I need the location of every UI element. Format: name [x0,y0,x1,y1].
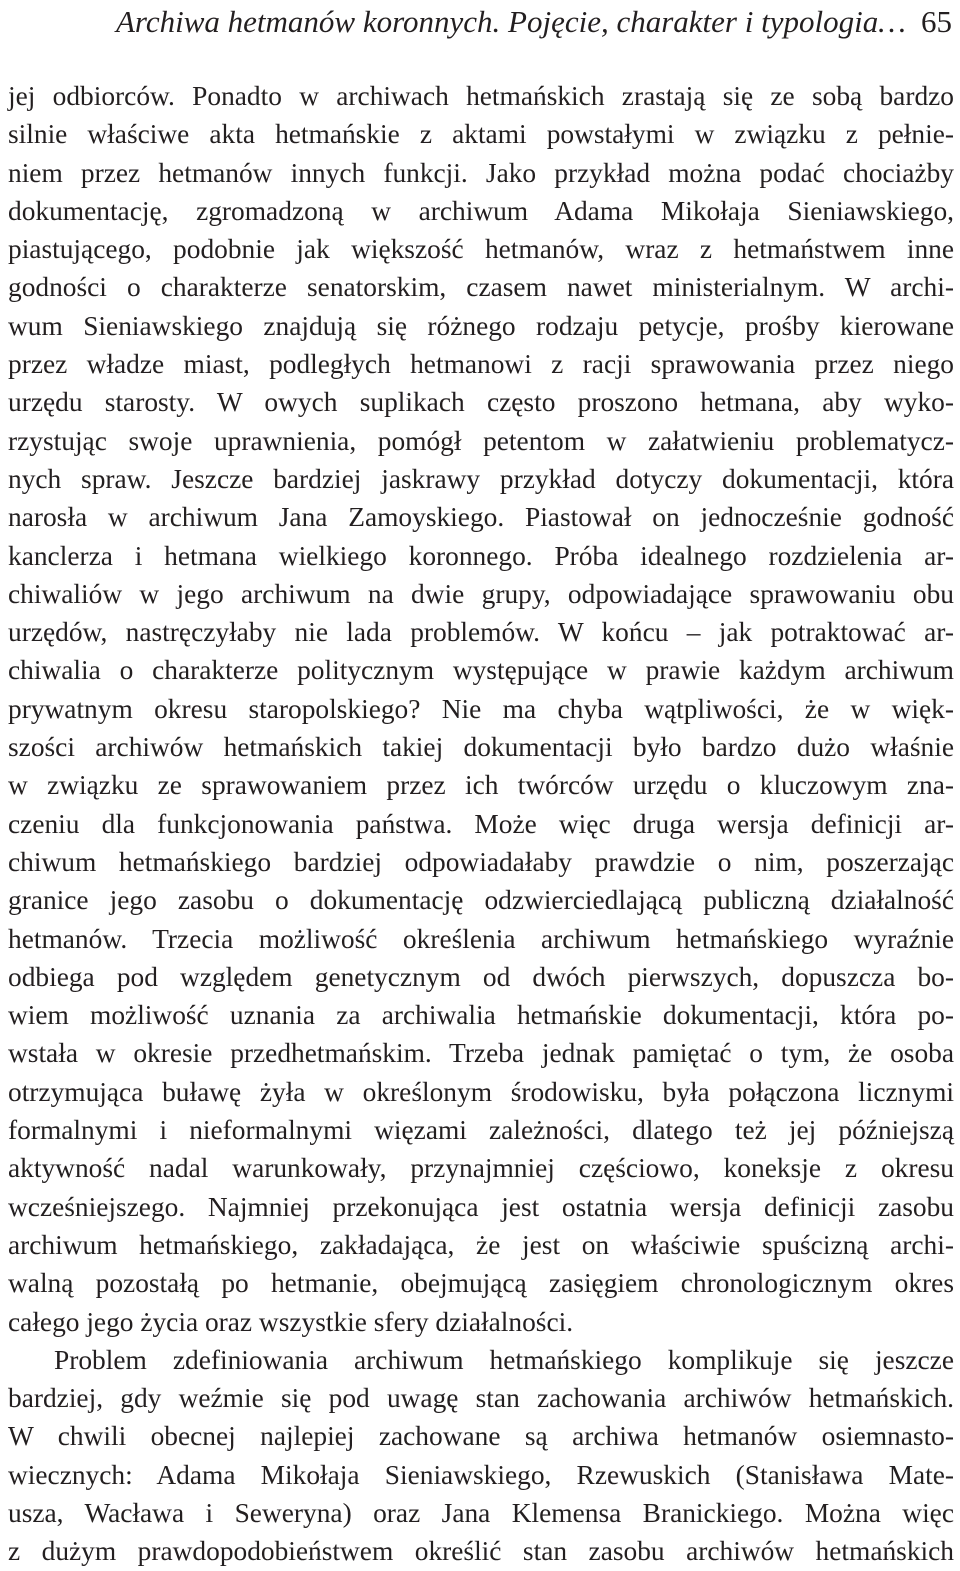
text-line: urzędów, nastręczyłaby nie lada problemów. W końcu – jak potraktować ar- [8,617,954,648]
running-header [0,0,960,44]
text-line: wiem możliwość uznania za archiwalia hetmańskie dokumentacji, która po- [8,1000,954,1031]
text-line: godności o charakterze senatorskim, czasem nawet ministerialnym. W archi- [8,272,954,303]
text-line: w związku ze sprawowaniem przez ich twórców urzędu o kluczowym zna- [8,770,954,801]
text-line: odbiega pod względem genetycznym od dwóch pierwszych, dopuszcza bo- [8,961,954,992]
paragraph-1 [8,77,954,1341]
text-line: wum Sieniawskiego znajdują się różnego rodzaju petycje, prośby kierowane [8,310,954,341]
text-line: jej odbiorców. Ponadto w archiwach hetmańskich zrastają się ze sobą bardzo [8,81,954,111]
text-line: archiwum hetmańskiego, zakładająca, że jest on właściwie spuścizną archi- [8,1229,954,1260]
text-line: prywatnym okresu staropolskiego? Nie ma chyba wątpliwości, że w więk- [8,693,954,724]
text-line: chiwaliów w jego archiwum na dwie grupy, odpowiadające sprawowaniu obu [8,578,954,609]
text-line: chiwalia o charakterze politycznym występujące w prawie każdym archiwum [8,655,954,686]
text-line: urzędu starosty. W owych suplikach często proszono hetmana, aby wyko- [8,387,954,418]
text-line: piastującego, podobnie jak większość hetmanów, wraz z hetmaństwem inne [8,234,954,265]
text-line: W chwili obecnej najlepiej zachowane są archiwa hetmanów osiemnasto- [8,1421,954,1452]
text-line: dokumentację, zgromadzoną w archiwum Adama Mikołaja Sieniawskiego, [8,195,954,226]
text-line: z dużym prawdopodobieństwem określić stan zasobu archiwów hetmańskich [8,1536,954,1567]
text-line: Problem zdefiniowania archiwum hetmańskiego komplikuje się jeszcze [54,1344,954,1375]
paragraph-2 [8,1341,954,1571]
text-line: otrzymująca buławę żyła w określonym środowisku, była połączona licznymi [8,1076,954,1107]
text-line: szości archiwów hetmańskich takiej dokumentacji było bardzo dużo właśnie [8,732,954,763]
text-line: silnie właściwe akta hetmańskie z aktami powstałymi w związku z pełnie- [8,119,954,150]
text-line: kanclerza i hetmana wielkiego koronnego. Próba idealnego rozdzielenia ar- [8,540,954,571]
body-text [8,77,954,1571]
text-line: narosła w archiwum Jana Zamoyskiego. Piastował on jednocześnie godność [8,502,954,533]
text-line: granice jego zasobu o dokumentację odzwierciedlającą publiczną działalność [8,885,954,916]
text-line: rzystując swoje uprawnienia, pomógł petentom w załatwieniu problematycz- [8,425,954,456]
text-line: hetmanów. Trzecia możliwość określenia archiwum hetmańskiego wyraźnie [8,923,954,954]
text-line: chiwum hetmańskiego bardziej odpowiadałaby prawdzie o nim, poszerzając [8,846,954,877]
text-line: bardziej, gdy weźmie się pod uwagę stan zachowania archiwów hetmańskich. [8,1383,954,1414]
text-line: całego jego życia oraz wszystkie sfery działalności. [8,1306,574,1337]
text-line: wstała w okresie przedhetmańskim. Trzeba jednak pamiętać o tym, że osoba [8,1038,954,1069]
text-line: czeniu dla funkcjonowania państwa. Może więc druga wersja definicji ar- [8,808,954,839]
text-line: nych spraw. Jeszcze bardziej jaskrawy przykład dotyczy dokumentacji, która [8,463,954,494]
text-line: przez władze miast, podległych hetmanowi z racji sprawowania przez niego [8,349,954,380]
page-number: 65 [921,4,952,39]
text-line: wcześniejszego. Najmniej przekonująca jest ostatnia wersja definicji zasobu [8,1191,954,1222]
text-line: walną pozostałą po hetmanie, obejmującą zasięgiem chronologicznym okres [8,1268,954,1299]
text-line: wiecznych: Adama Mikołaja Sieniawskiego, Rzewuskich (Stanisława Mate- [8,1459,954,1490]
text-line: usza, Wacława i Seweryna) oraz Jana Klemensa Branickiego. Można więc [8,1497,954,1528]
text-line: niem przez hetmanów innych funkcji. Jako przykład można podać chociażby [8,157,954,188]
text-line: aktywność nadal warunkowały, przynajmniej częściowo, koneksje z okresu [8,1153,954,1184]
running-title: Archiwa hetmanów koronnych. Pojęcie, charakter i typologia… [116,4,906,39]
text-line: formalnymi i nieformalnymi więzami zależności, dlatego też jej późniejszą [8,1115,954,1146]
